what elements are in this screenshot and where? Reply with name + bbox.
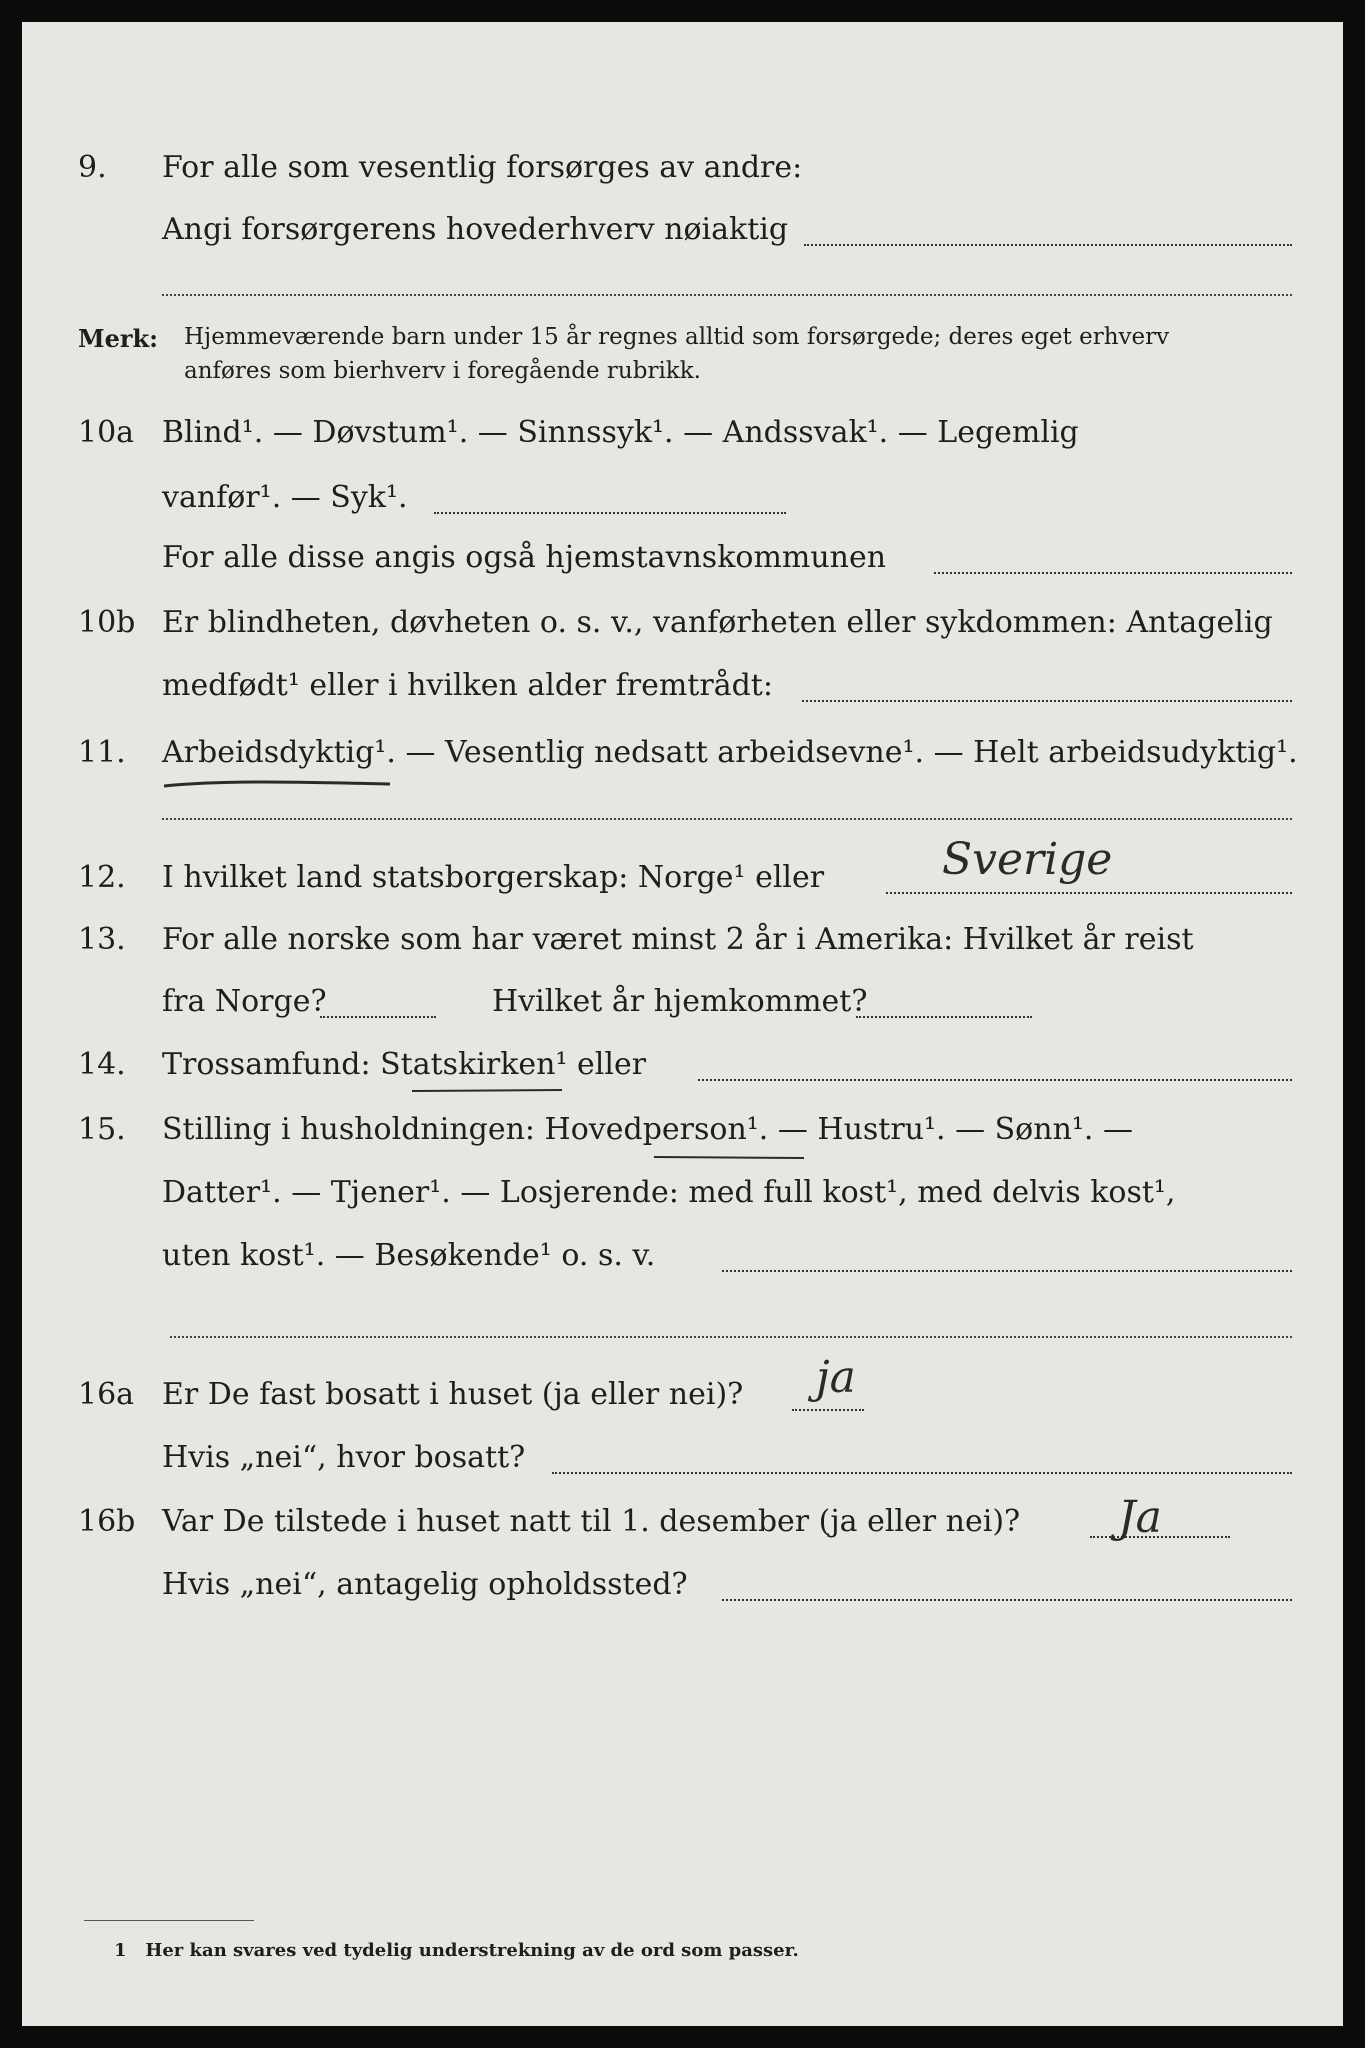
q9-number: 9. <box>78 150 107 185</box>
q10a-line1: Blind¹. — Døvstum¹. — Sinnssyk¹. — Andssvak¹. — Legemlig <box>162 415 1079 450</box>
q15-line3: uten kost¹. — Besøkende¹ o. s. v. <box>162 1238 656 1273</box>
footnote-mark: 1 <box>114 1940 127 1961</box>
merk-line2: anføres som bierhverv i foregående rubrikk. <box>184 358 701 384</box>
q11-underline-mark <box>162 774 394 794</box>
q13-line2a: fra Norge? <box>162 984 327 1019</box>
q10a-line2: vanfør¹. — Syk¹. <box>162 480 408 515</box>
q16b-line2: Hvis „nei“, antagelig opholdssted? <box>162 1567 688 1602</box>
q12-handwritten-answer: Sverige <box>942 834 1113 885</box>
q16b-handwritten-answer: Ja <box>1118 1492 1162 1543</box>
q13-line1: For alle norske som har været minst 2 år i Amerika: Hvilket år reist <box>162 922 1194 957</box>
q10a-hjemstavn-line[interactable] <box>934 572 1292 574</box>
q15-number: 15. <box>78 1112 126 1147</box>
q14-number: 14. <box>78 1047 126 1082</box>
q10b-answer-line[interactable] <box>802 700 1292 702</box>
q15-answer-line[interactable] <box>722 1270 1292 1272</box>
q11-separator <box>162 818 1292 820</box>
q10b-number: 10b <box>78 605 136 640</box>
q15-separator <box>170 1336 1292 1338</box>
footnote <box>114 1940 799 1961</box>
q15-underline-mark <box>652 1150 808 1164</box>
q10a-number: 10a <box>78 415 135 450</box>
footnote-text: Her kan svares ved tydelig understrekning av de ord som passer. <box>145 1940 799 1961</box>
q9-line1: For alle som vesentlig forsørges av andre: <box>162 150 803 185</box>
q11-line1: Arbeidsdyktig¹. — Vesentlig nedsatt arbeidsevne¹. — Helt arbeidsudyktig¹. <box>162 735 1298 770</box>
footnote-rule <box>84 1920 254 1921</box>
q16a-bosatt-line[interactable] <box>552 1472 1292 1474</box>
q13-number: 13. <box>78 922 126 957</box>
q11-number: 11. <box>78 735 126 770</box>
q13-line2b: Hvilket år hjemkommet? <box>492 984 868 1019</box>
q16a-line2: Hvis „nei“, hvor bosatt? <box>162 1440 526 1475</box>
q9-answer-line-2[interactable] <box>162 294 1292 296</box>
q15-line1: Stilling i husholdningen: Hovedperson¹. — Hustru¹. — Sønn¹. — <box>162 1112 1133 1147</box>
q16a-answer-line[interactable] <box>792 1409 864 1411</box>
q10b-line2: medfødt¹ eller i hvilken alder fremtrådt: <box>162 668 773 703</box>
q16a-handwritten-answer: ja <box>816 1352 856 1403</box>
census-form-page <box>22 22 1343 2026</box>
q12-number: 12. <box>78 860 126 895</box>
q10a-line3: For alle disse angis også hjemstavnskommunen <box>162 540 887 575</box>
q9-line2: Angi forsørgerens hovederhverv nøiaktig <box>162 212 789 247</box>
q10b-line1: Er blindheten, døvheten o. s. v., vanførheten eller sykdommen: Antagelig <box>162 605 1273 640</box>
q16a-number: 16a <box>78 1377 135 1412</box>
q16b-opholdssted-line[interactable] <box>722 1599 1292 1601</box>
q10a-answer-line[interactable] <box>434 512 786 514</box>
q16b-line1: Var De tilstede i huset natt til 1. desember (ja eller nei)? <box>162 1504 1021 1539</box>
merk-line1: Hjemmeværende barn under 15 år regnes alltid som forsørgede; deres eget erhverv <box>184 324 1170 350</box>
q12-line1: I hvilket land statsborgerskap: Norge¹ eller <box>162 860 825 895</box>
q13-reist-line[interactable] <box>320 1016 436 1018</box>
q16a-line1: Er De fast bosatt i huset (ja eller nei)? <box>162 1377 744 1412</box>
q15-line2: Datter¹. — Tjener¹. — Losjerende: med full kost¹, med delvis kost¹, <box>162 1175 1176 1210</box>
q9-answer-line[interactable] <box>804 244 1292 246</box>
q14-answer-line[interactable] <box>698 1079 1292 1081</box>
q14-underline-mark <box>410 1084 566 1098</box>
q14-line1: Trossamfund: Statskirken¹ eller <box>162 1047 647 1082</box>
q12-answer-line[interactable] <box>886 892 1292 894</box>
q13-hjemkommet-line[interactable] <box>856 1016 1032 1018</box>
merk-label: Merk: <box>78 324 158 353</box>
q16b-number: 16b <box>78 1504 136 1539</box>
